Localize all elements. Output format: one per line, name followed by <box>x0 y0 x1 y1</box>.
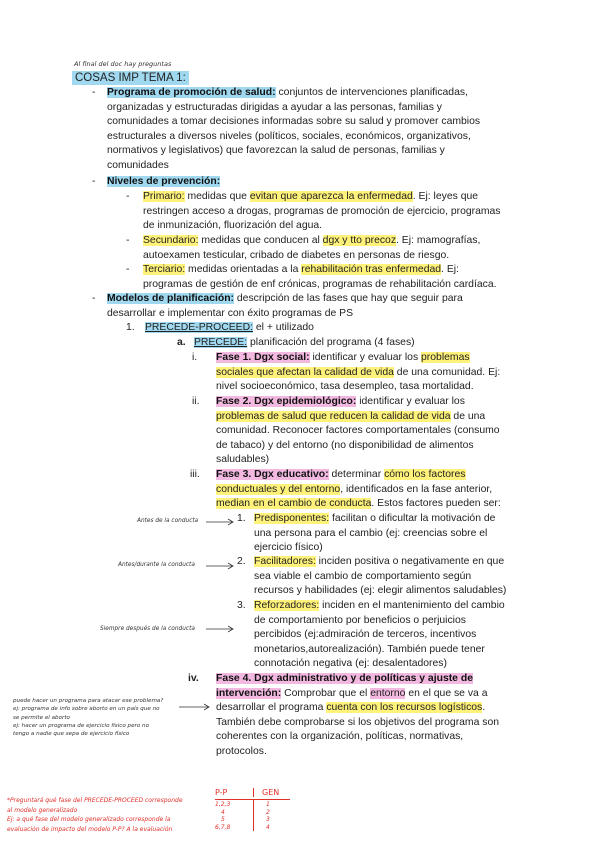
arrow-icon <box>205 517 237 527</box>
promocion-line: organizadas y estructuradas dirigidas a ayudar a las personas, familias y <box>107 101 442 113</box>
note-line: ej: programa de info sobre aborto en un país que no <box>13 706 160 713</box>
fase-title: intervención: <box>216 687 282 699</box>
note-line: *Preguntará qué fase del PRECEDE-PROCEED corresponde <box>7 797 183 804</box>
table-cell: 6,7,8 <box>215 823 231 831</box>
nivel-secundario <box>143 234 548 263</box>
factor-predisponentes <box>254 512 554 556</box>
text-line: percibidos (ej:admiración de terceros, incentivos <box>254 629 477 641</box>
text: . Estos factores pueden ser: <box>371 498 501 510</box>
text-line: programas de gestión de enf crónicas, programas de rehabilitación cardíaca. <box>143 278 497 290</box>
bullet-dash: - <box>126 191 130 202</box>
text: planificación del programa (4 fases) <box>247 337 415 348</box>
modelos-block <box>107 292 547 321</box>
text: determinar <box>328 469 385 480</box>
top-note: Al final del doc hay preguntas <box>74 60 172 68</box>
bullet-dash: - <box>92 293 96 304</box>
arrow-icon <box>205 624 237 634</box>
text: de una comunidad. Ej: <box>393 366 501 378</box>
text-line: monetarios,autorealización). También puede tener <box>254 643 485 655</box>
arrow-icon <box>205 561 237 571</box>
fase-title: Fase 2. Dgx epidemiológico: <box>216 396 357 407</box>
text-line: desarrollar e implementar con éxito programas de PS <box>107 307 354 319</box>
promocion-line: comunidades <box>107 159 169 171</box>
nivel-terciario <box>143 263 548 292</box>
niveles-title-row <box>107 175 220 190</box>
precede-proceed-row <box>145 321 314 336</box>
highlight: problemas <box>421 352 470 363</box>
list-number: 1. <box>237 513 246 524</box>
note-siempre: Siempre después de la conducta <box>100 626 195 632</box>
promocion-block <box>107 86 547 174</box>
note-antes-durante: Antes/durante la conducta <box>118 562 195 568</box>
table-cell: 1 <box>266 801 270 808</box>
highlight: cómo los factores <box>384 469 466 480</box>
table-header: GEN <box>262 788 280 797</box>
red-note <box>7 796 207 834</box>
text: , identificados en la fase anterior, <box>340 483 493 495</box>
text-line: nivel socioeconómico, tasa desempleo, tasa mortalidad. <box>216 381 474 393</box>
table-header: P-P <box>215 788 254 797</box>
fase-title: Fase 3. Dgx educativo: <box>216 469 329 480</box>
arrow-icon <box>178 702 213 712</box>
text: . Ej: mamografías, <box>396 235 481 246</box>
promocion-line: conjuntos de intervenciones planificadas, <box>278 87 468 98</box>
text-line: ejercicio físico) <box>254 542 323 554</box>
text-line: autoexamen testicular, cribado de diabetes en personas de riesgo. <box>143 249 450 261</box>
text: identificar y evaluar los <box>356 396 465 407</box>
text-line: comunidad. Reconocer factores comportamentales (consumo <box>216 425 500 437</box>
note-line: tengo a nadie que sepa de ejercicio físico <box>13 731 130 738</box>
list-number: 2. <box>237 556 246 567</box>
list-number: 3. <box>237 600 246 611</box>
text: facilitan o dificultar la motivación de <box>329 513 496 524</box>
fase-title: Fase 1. Dgx social: <box>216 352 310 363</box>
note-line: al modelo generalizado <box>7 806 78 814</box>
bullet-dash: - <box>92 87 96 98</box>
bullet-dash: - <box>126 235 130 246</box>
highlight: sociales que afectan la calidad de vida <box>216 366 394 378</box>
roman-numeral: i. <box>192 352 198 363</box>
roman-numeral: iv. <box>188 673 199 684</box>
highlight: entorno <box>370 687 406 699</box>
text: descripción de las fases que hay que seguir para <box>234 293 463 304</box>
roman-numeral: ii. <box>192 396 200 407</box>
text: de una <box>450 410 486 422</box>
text-line: connotación negativa (ej: desalentadores) <box>254 658 447 670</box>
text: identificar y evaluar los <box>309 352 422 363</box>
table-cell: 3 <box>266 816 270 823</box>
highlight: cuenta con los recursos logísticos <box>326 702 483 714</box>
roman-numeral: iii. <box>190 469 200 480</box>
highlight: median en el cambio de conducta <box>216 498 372 510</box>
note-line: Ej: a qué fase del modelo generalizado corresponde la <box>7 816 171 824</box>
highlight: rehabilitación tras enfermedad <box>301 264 442 275</box>
secundario-label: Secundario: <box>143 235 199 246</box>
nivel-primario <box>143 190 548 234</box>
table-cell: 2 <box>266 808 270 816</box>
list-letter: a. <box>177 337 186 348</box>
factor-facilitadores <box>254 555 554 599</box>
text: desarrollar el programa <box>216 702 327 714</box>
promocion-title: Programa de promoción de salud: <box>107 87 276 98</box>
table-cell: 1,2,3 <box>215 801 231 808</box>
text-line: restringen acceso a drogas, programas de promoción de ejercicio, programas <box>143 205 501 217</box>
precede-row <box>194 336 415 351</box>
highlight: conductuales y del entorno <box>216 483 341 495</box>
terciario-label: Terciario: <box>143 264 186 275</box>
page-title: COSAS IMP TEMA 1: <box>72 71 189 85</box>
modelos-title: Modelos de planificación: <box>107 293 235 304</box>
text: . Ej: leyes que <box>412 191 479 202</box>
fase-4 <box>216 672 556 760</box>
bullet-dash: - <box>92 176 96 187</box>
promocion-line: comunidades a tomar decisiones informadas sobre su salud y promover cambios <box>107 116 481 128</box>
text-line: una persona para el cambio (ej: creencias sobre el <box>254 527 488 539</box>
text-line: coherentes con la organización, políticas, normativas, <box>216 731 464 743</box>
text: el + utilizado <box>252 322 314 333</box>
note-line: se permite el aborto <box>13 714 70 721</box>
text-line: recursos y habilidades (ej: elegir alimentos saludables) <box>254 585 507 597</box>
text-line: saludables) <box>216 454 270 466</box>
text: en el que se va a <box>405 687 488 699</box>
text-line: de comportamiento por beneficios o perjuicios <box>254 614 466 626</box>
highlight: problemas de salud que reducen la calidad de vida <box>216 410 451 422</box>
niveles-title: Niveles de prevención: <box>107 176 221 187</box>
fase-3 <box>216 468 551 512</box>
promocion-line: estructurales a diversos niveles (políticos, sociales, económicos, organizativos, <box>107 130 471 142</box>
note-line: evaluación de impacto del modelo P-P? A la evaluación <box>7 825 173 833</box>
factor-label: Facilitadores: <box>254 556 316 567</box>
primario-label: Primario: <box>143 191 185 202</box>
text: medidas orientadas a la <box>185 264 302 275</box>
bullet-dash: - <box>126 264 130 275</box>
factor-reforzadores <box>254 599 554 672</box>
text-line: de tabaco) y del entorno (no disponibilidad de alimentos <box>216 439 474 451</box>
highlight: evitan que aparezca la enfermedad <box>249 191 413 202</box>
promocion-line: normativos y legislativos) que favorezcan la salud de personas, familias y <box>107 145 445 157</box>
note-line: ej: hacer un programa de ejercicio físico pero no <box>13 722 149 729</box>
text: inciden positiva o negativamente en que <box>315 556 505 567</box>
table-cell: 4 <box>221 808 225 816</box>
list-number: 1. <box>126 322 135 333</box>
highlight: dgx y tto precoz <box>322 235 397 246</box>
note-antes: Antes de la conducta <box>137 518 199 524</box>
text: Comprobar que el <box>281 687 371 699</box>
text: medidas que <box>184 191 250 202</box>
table-cell: 4 <box>266 823 270 831</box>
note-line: puede hacer un programa para atacar ese problema? <box>13 698 164 704</box>
text: medidas que conducen al <box>198 235 323 246</box>
text-line: sea viable el cambio de comportamiento según <box>254 570 472 582</box>
fase-title: Fase 4. Dgx administrativo y de políticas y ajuste de <box>216 673 473 684</box>
note-question <box>13 697 198 738</box>
table-cell: 5 <box>221 816 225 823</box>
text-line: También debe comprobarse si los objetivos del programa son <box>216 716 500 728</box>
text-line: de inmunización, fluorización del agua. <box>143 220 323 232</box>
text: . Ej: <box>441 264 459 275</box>
text: . <box>482 702 486 714</box>
text: inciden en el mantenimiento del cambio <box>319 600 505 611</box>
factor-label: Predisponentes: <box>254 513 330 524</box>
precede-proceed-label: PRECEDE-PROCEED: <box>145 322 253 333</box>
fase-2 <box>216 395 551 468</box>
fase-1 <box>216 351 551 395</box>
factor-label: Reforzadores: <box>254 600 320 611</box>
text-line: protocolos. <box>216 745 267 757</box>
red-table <box>215 788 290 831</box>
precede-label: PRECEDE: <box>194 337 248 348</box>
